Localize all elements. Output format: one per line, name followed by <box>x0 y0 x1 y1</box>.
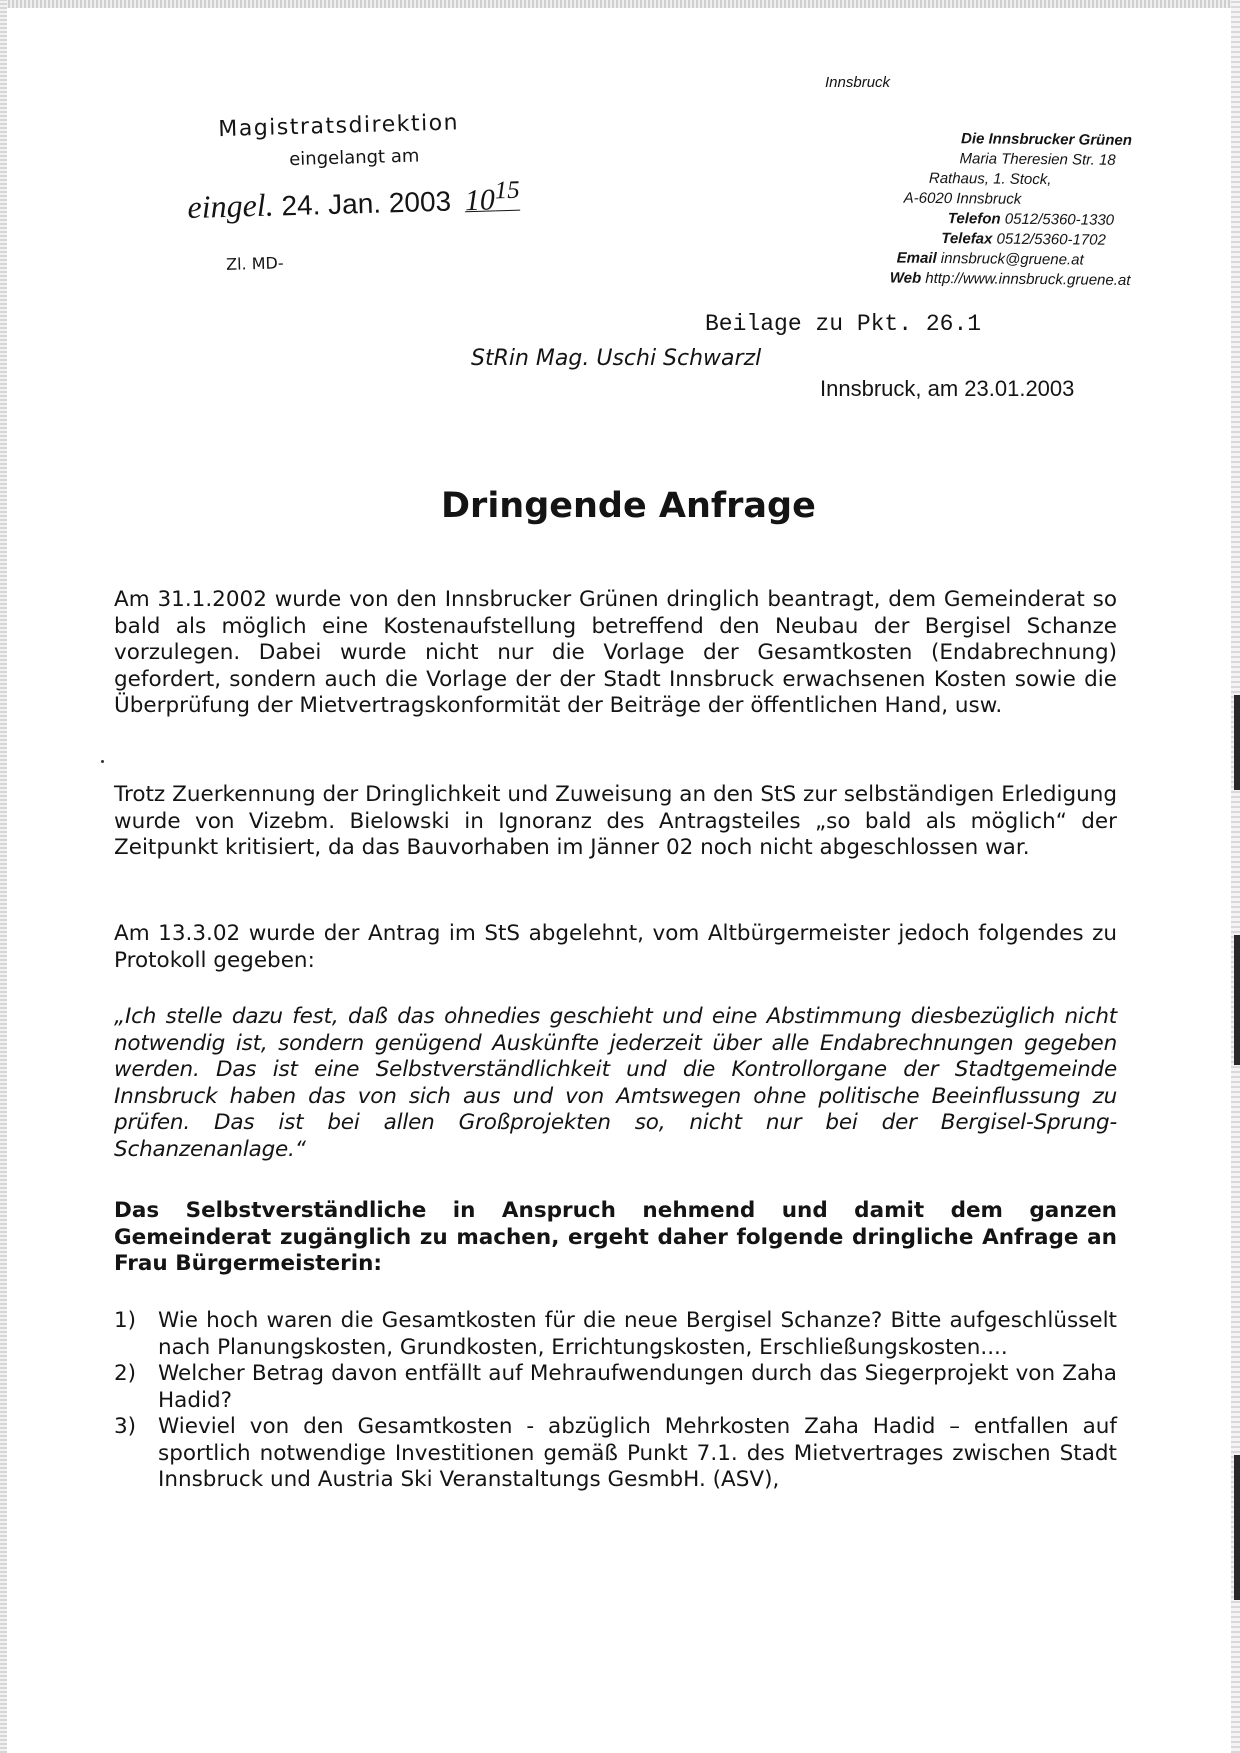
stamp-office: Magistratsdirektion <box>217 110 460 143</box>
sender-fax <box>941 230 1106 249</box>
fax-label: Telefax <box>941 230 993 248</box>
header-city: Innsbruck <box>825 74 891 91</box>
sender-building: Rathaus, 1. Stock, <box>928 169 1052 189</box>
question-number: 2) <box>114 1361 137 1386</box>
received-stamp <box>185 109 529 278</box>
quote: „Ich stelle dazu fest, daß das ohnedies geschieht und eine Abstimmung diesbezüglich nicht notwendig ist, sondern genügend Auskünfte jederzeit über alle Endabrechnungen gegeben werden. Das ist eine Selbstverständlichkeit und die Kontrollorgane der Stadtgemeinde Innsbruck haben das von sich aus und von Amtswegen ohne politische Beeinflussung zu prüfen. Das ist bei allen Großprojekten so, nicht nur bei der Bergisel-Sprung-Schanzenanlage.“ <box>114 1004 1117 1162</box>
phone-label: Telefon <box>947 210 1001 228</box>
question-text: Wieviel von den Gesamtkosten - abzüglich Mehrkosten Zaha Hadid – entfallen auf sportlich notwendige Investitionen gemäß Punkt 7.1. des Mietvertrages zwischen Stadt Innsbruck und Austria Ski Veranstaltungs GesmbH. (ASV), <box>158 1414 1117 1492</box>
question-text: Welcher Betrag davon entfällt auf Mehraufwendungen durch das Siegerprojekt von Zaha Hadid? <box>158 1361 1117 1413</box>
stamp-reference: Zl. MD- <box>225 253 284 274</box>
sender-web <box>890 269 1131 289</box>
scan-mark <box>1234 695 1240 790</box>
scan-mark <box>1234 1455 1240 1600</box>
sender-org-name: Die Innsbrucker Grünen <box>960 130 1132 149</box>
list-item <box>114 1414 1117 1494</box>
sender-email <box>897 250 1084 269</box>
scan-edge-left <box>0 0 7 1753</box>
phone-value: 0512/5360-1330 <box>1004 210 1115 229</box>
fax-value: 0512/5360-1702 <box>996 230 1106 249</box>
scan-edge-top <box>0 0 1240 8</box>
stamp-date-line <box>187 177 520 226</box>
sender-block <box>818 129 1132 292</box>
handwritten-time <box>464 176 520 218</box>
paragraph-2: Trotz Zuerkennung der Dringlichkeit und Zuweisung an den StS zur selbständigen Erledigung wurde von Vizebm. Bielowski in Ignoranz des Antragsteiles „so bald als möglich“ der Zeitpunkt kritisiert, da das Bauvorhaben im Jänner 02 noch nicht abgeschlossen war. <box>114 782 1117 860</box>
paragraph-1: Am 31.1.2002 wurde von den Innsbrucker Grünen dringlich beantragt, dem Gemeinderat so bald als möglich eine Kostenaufstellung betreffend den Neubau der Bergisel Schanze vorzulegen. Dabei wurde nicht nur die Vorlage der Gesamtkosten (Endabrechnung) gefordert, sondern auch die Vorlage der der Stadt Innsbruck erwachsenen Kosten sowie die Überprüfung der Mietvertragskonformität der Beiträge der öffentlichen Hand, usw. <box>114 587 1117 718</box>
list-item <box>114 1308 1117 1361</box>
scan-speck <box>101 760 104 763</box>
question-number: 3) <box>114 1414 137 1439</box>
email-value: innsbruck@gruene.at <box>940 250 1084 269</box>
reference-line: Beilage zu Pkt. 26.1 <box>705 311 982 337</box>
sender-street: Maria Theresien Str. 18 <box>959 150 1116 169</box>
question-text: Wie hoch waren die Gesamtkosten für die neue Bergisel Schanze? Bitte aufgeschlüsselt nach Planungskosten, Grundkosten, Errichtungskosten, Erschließungskosten.... <box>158 1308 1117 1360</box>
web-label: Web <box>889 269 922 287</box>
scan-mark <box>1234 935 1240 1065</box>
handwritten-hour: 10 <box>464 183 496 218</box>
handwritten-minutes: 15 <box>494 176 520 205</box>
request-paragraph: Das Selbstverständliche in Anspruch nehmend und damit dem ganzen Gemeinderat zugänglich zu machen, ergeht daher folgende dringliche Anfrage an Frau Bürgermeisterin: <box>114 1198 1117 1276</box>
place-date: Innsbruck, am 23.01.2003 <box>820 376 1075 401</box>
stamp-arrived-label: eingelangt am <box>288 145 420 171</box>
stamp-date: 24. Jan. 2003 <box>281 185 452 222</box>
sender-org <box>961 130 1132 149</box>
sender-postal: A-6020 Innsbruck <box>903 189 1022 208</box>
list-item <box>114 1361 1117 1414</box>
question-number: 1) <box>114 1308 137 1333</box>
page-title: Dringende Anfrage <box>441 486 816 526</box>
author: StRin Mag. Uschi Schwarzl <box>471 346 762 371</box>
web-value: http://www.innsbruck.gruene.at <box>925 269 1131 289</box>
email-label: Email <box>896 249 937 267</box>
sender-phone <box>948 210 1114 229</box>
paragraph-3: Am 13.3.02 wurde der Antrag im StS abgelehnt, vom Altbürgermeister jedoch folgendes zu Protokoll gegeben: <box>114 921 1117 973</box>
handwritten-prefix: eingel. <box>186 186 275 225</box>
question-list <box>114 1308 1117 1494</box>
